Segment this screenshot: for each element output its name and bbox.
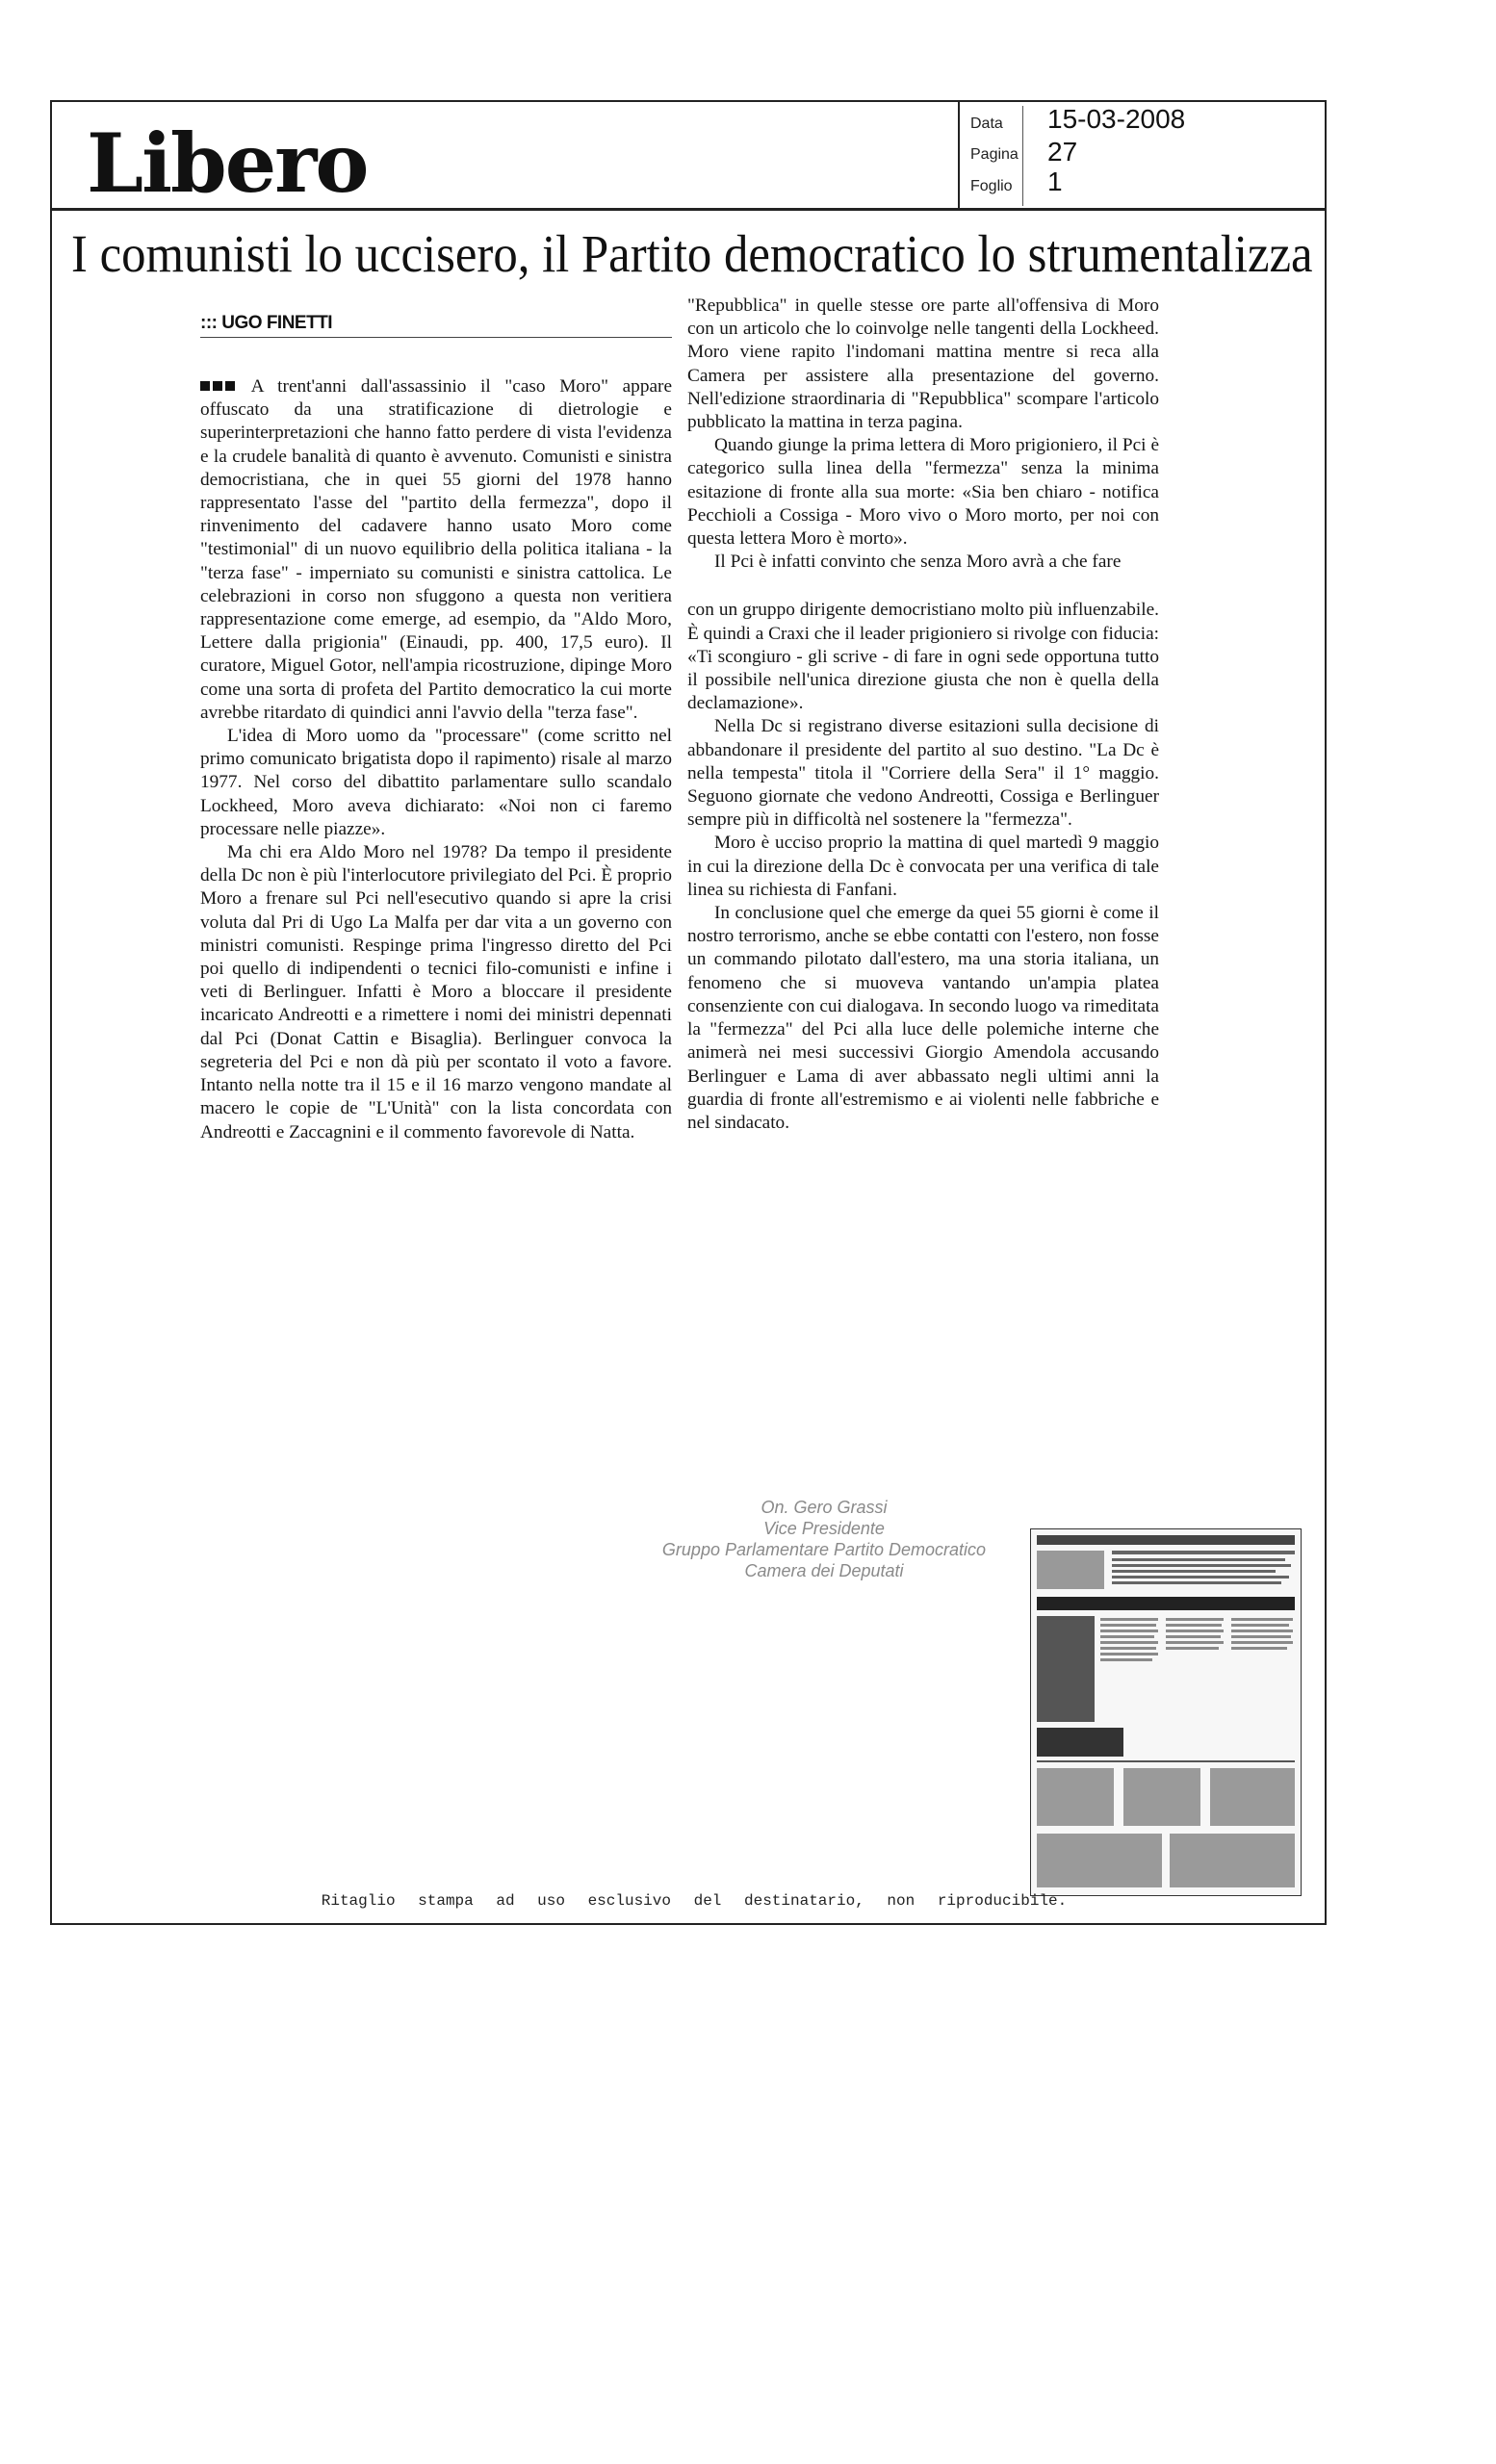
sheet-value: 1 [1047, 167, 1063, 196]
column-gap [687, 574, 1159, 599]
paragraph: In conclusione quel che emerge da quei 55 giorni è come il nostro terrorismo, anche se ebbe contatti con l'estero, non fosse un commando pilotato dall'estero, ma una storia italiana, un fenomeno che si muoveva vantando un'ampia platea consenziente con cui dialogava. In secondo luogo va rimeditata la "fermezza" del Pci alla luce delle polemiche interne che animerà nei mesi successivi Giorgio Amendola accusando Berlinguer e Lama di aver abbassato negli ultimi anni la guardia di fronte all'estremismo e ai violenti nelle fabbriche e nel sindacato. [687, 903, 1159, 1133]
article-headline: I comunisti lo uccisero, il Partito democratico lo strumentalizza [71, 224, 1313, 283]
paragraph: "Repubblica" in quelle stesse ore parte all'offensiva di Moro con un articolo che lo coinvolge nelle tangenti della Lockheed. Moro viene rapito l'indomani mattina mentre si reca alla Camera per assistere alla presentazione del governo. Nell'edizione straordinaria di "Repubblica" scompare l'articolo pubblicato la mattina in terza pagina. [687, 295, 1159, 433]
article-column-1 [200, 375, 672, 1144]
signature-chamber: Camera dei Deputati [744, 1561, 904, 1580]
page-thumbnail-image [1030, 1528, 1302, 1896]
paragraph: Moro è ucciso proprio la mattina di quel martedì 9 maggio in cui la direzione della Dc è convocata per una verifica di tale linea su richiesta di Fanfani. [687, 833, 1159, 900]
signature-stamp [612, 1497, 1036, 1581]
date-label: Data [970, 116, 1003, 132]
paragraph: con un gruppo dirigente democristiano molto più influenzabile. È quindi a Craxi che il leader prigioniero si rivolge con fiducia: «Ti scongiuro - gli scrive - di fare in ogni sede opportuna tutto il possibile nell'unica direzione giusta che non è quella della declamazione». [687, 600, 1159, 714]
article-column-2 [687, 295, 1159, 1135]
paragraph: L'idea di Moro uomo da "processare" (come scritto nel primo comunicato brigatista dopo il rapimento) risale al marzo 1977. Nel corso del dibattito parlamentare sullo scandalo Lockheed, Moro aveva dichiarato: «Noi non ci faremo processare nelle piazze». [200, 726, 672, 839]
paragraph-text: A trent'anni dall'assassinio il "caso Moro" appare offuscato da una stratificazione di dietrologie e superinterpretazioni che hanno fatto perdere di vista l'evidenza e la crudele banalità di quanto è avvenuto. Comunisti e sinistra democristiana, che in quei 55 giorni del 1978 hanno rappresentato l'asse del "partito della fermezza", dopo il rinvenimento del cadavere hanno usato Moro come "testimonial" di un nuovo equilibrio della politica italiana - la "terza fase" - imperniato su comunisti e sinistra cattolica. Le celebrazioni in corso non sfuggono a questa non veritiera rappresentazione come emerge, ad esempio, da "Aldo Moro, Lettere dalla prigionia" (Einaudi, pp. 400, 17,5 euro). Il curatore, Miguel Gotor, nell'ampia ricostruzione, dipinge Moro come una sorta di profeta del Partito democratico la cui morte avrebbe ritardato di quindici anni l'avvio della "terza fase". [200, 376, 673, 723]
page-label: Pagina [970, 146, 1019, 163]
date-value: 15-03-2008 [1047, 104, 1186, 134]
paragraph [200, 375, 672, 725]
paragraph: Quando giunge la prima lettera di Moro prigioniero, il Pci è categorico sulla linea della "fermezza" senza la minima esitazione di fronte alla sua morte: «Sia ben chiaro - notifica Pecchioli a Cossiga - Moro vivo o Moro morto, per noi con questa lettera Moro è morto». [687, 435, 1159, 550]
meta-divider [1022, 106, 1023, 206]
page-thumbnail-graphic [1031, 1529, 1301, 1895]
signature-group: Gruppo Parlamentare Partito Democratico [661, 1540, 987, 1559]
footer-notice: Ritaglio stampa ad uso esclusivo del destinatario, non riproducibile. [321, 1892, 1068, 1910]
signature-role: Vice Presidente [763, 1519, 885, 1538]
paragraph: Il Pci è infatti convinto che senza Moro avrà a che fare [714, 552, 1122, 573]
article-byline: ::: UGO FINETTI [200, 313, 333, 333]
byline-rule [200, 337, 672, 338]
paragraph: Nella Dc si registrano diverse esitazioni sulla decisione di abbandonare il presidente del partito al suo destino. "La Dc è nella tempesta" titola il "Corriere della Sera" il 1° maggio. Seguono giornate che vedono Andreotti, Cossiga e Berlinguer sempre più in difficoltà nel sostenere la "fermezza". [687, 716, 1159, 831]
newspaper-logo: Libero [87, 116, 368, 211]
paragraph: Ma chi era Aldo Moro nel 1978? Da tempo il presidente della Dc non è più l'interlocutore privilegiato del Pci. È proprio Moro a frenare sul Pci nell'esecutivo quando si apre la crisi voluta dal Pri di Ugo La Malfa per dar vita a un governo con ministri comunisti. Respinge prima l'ingresso diretto del Pci poi quello di indipendenti o tecnici filo-comunisti e infine i veti di Berlinguer. Infatti è Moro a bloccare il presidente incaricato Andreotti e a rimettere i nomi dei ministri depennati dal Pci (Donat Cattin e Bisaglia). Berlinguer convoca la segreteria del Pci e non dà più per scontato il voto a favore. Intanto nella notte tra il 15 e il 16 marzo vengono mandate al macero le copie de "L'Unità" con la lista concordata con Andreotti e Zaccagnini e il commento favorevole di Natta. [200, 842, 672, 1142]
signature-name: On. Gero Grassi [761, 1498, 888, 1517]
sheet-label: Foglio [970, 178, 1013, 194]
page-value: 27 [1047, 137, 1078, 167]
